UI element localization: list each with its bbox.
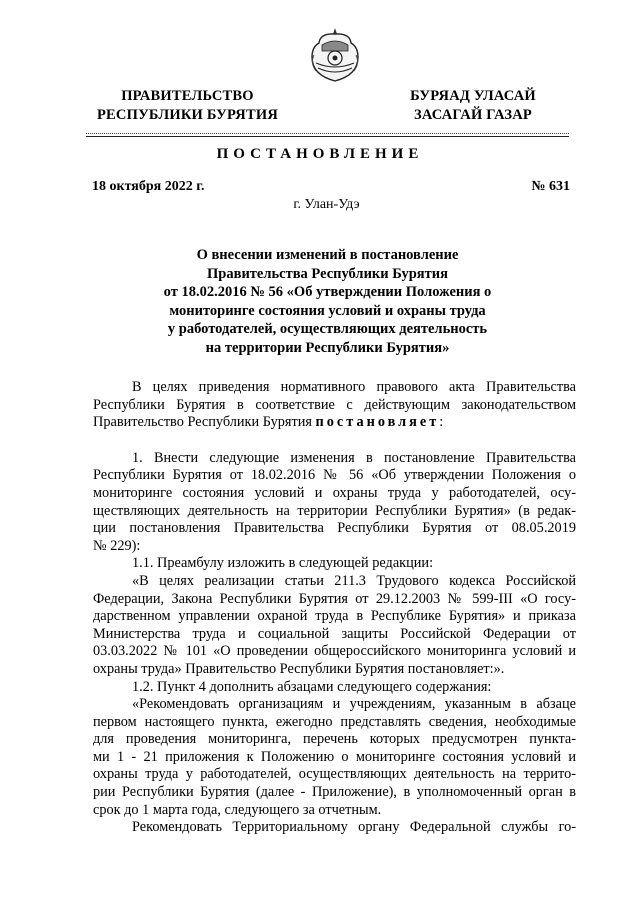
text-line: рии Республики Бурятия (далее - Приложение), в уполномоченный орган в <box>93 784 576 801</box>
text-line: № 229): <box>93 537 141 554</box>
text-line: ществляющих деятельность на территории Республики Бурятия» (в редак- <box>93 502 576 519</box>
text-line: ми 1 - 21 приложения к Положению о мониторинге состояния условий и <box>93 748 576 765</box>
text-line: Республики Бурятия от 18.02.2016 № 56 «Об утверждении Положения о <box>93 467 576 484</box>
preamble <box>93 379 576 432</box>
title-line: Правительства Республики Бурятия <box>207 265 448 282</box>
title-line: мониторинге состояния условий и охраны труда <box>169 302 486 319</box>
text-line: 1.2. Пункт 4 дополнить абзацами следующего содержания: <box>132 678 492 695</box>
text-line: «В целях реализации статьи 211.3 Трудового кодекса Российской <box>132 572 576 589</box>
title-line: у работодателей, осуществляющих деятельность <box>167 321 488 337</box>
document-body <box>93 379 576 837</box>
text-line: 1.1. Преамбулу изложить в следующей редакции: <box>132 555 434 572</box>
paragraph-1-2 <box>93 679 576 697</box>
org-name-russian <box>85 87 290 125</box>
paragraph-preamble-text <box>93 573 576 679</box>
document-title <box>100 246 555 357</box>
text-line: «Рекомендовать организациям и учреждениям, указанным в абзаце <box>132 696 576 713</box>
paragraph-recommend-1 <box>93 696 576 819</box>
document-date: 18 октября 2022 г. <box>92 179 205 194</box>
org-name-line: ПРАВИТЕЛЬСТВО <box>121 88 254 104</box>
org-name-line: ЗАСАГАЙ ГАЗАР <box>414 107 532 123</box>
preamble-prefix: Правительство Республики Бурятия <box>93 414 316 431</box>
header-divider-solid <box>86 136 569 137</box>
paragraph-recommend-2 <box>93 819 576 837</box>
org-name-buryat <box>393 87 553 125</box>
text-line: охраны труда» Правительство Республики Бурятия постановляет:». <box>93 660 505 677</box>
text-line: дарственном управлении охраной труда в Республике Бурятия» и приказа <box>93 608 576 625</box>
text-line: 1. Внести следующие изменения в постановление Правительства <box>132 449 576 466</box>
text-line: для проведения мониторинга, перечень которых предусмотрен пункта- <box>93 731 576 748</box>
document-type: ПОСТАНОВЛЕНИЕ <box>216 146 424 162</box>
preamble-suffix: : <box>439 414 444 431</box>
text-line: Рекомендовать Территориальному органу Федеральной службы го- <box>132 819 576 836</box>
title-line: О внесении изменений в постановление <box>196 247 459 263</box>
header-divider-dotted <box>86 133 569 134</box>
document-number: № 631 <box>531 179 570 194</box>
coat-of-arms-icon <box>306 25 364 83</box>
decree-word: постановляет <box>315 414 440 431</box>
text-line: В целях приведения нормативного правового акта Правительства <box>132 379 576 395</box>
title-line: от 18.02.2016 № 56 «Об утверждении Положения о <box>163 284 492 300</box>
text-line: 03.03.2022 № 101 «О проведении общероссийского мониторинга условий и <box>93 643 576 660</box>
text-line: первом настоящего пункта, ежегодно представлять сведения, необходимые <box>93 713 576 730</box>
title-line: на территории Республики Бурятия» <box>205 339 450 356</box>
text-line <box>93 414 576 432</box>
text-line: охраны труда у работодателей, осуществляющих деятельность на террито- <box>93 766 576 783</box>
text-line: мониторинге состояния условий и охраны труда у работодателей, осу- <box>93 484 576 501</box>
text-line: Министерства труда и социальной защиты Российской Федерации от <box>93 625 576 642</box>
org-name-line: РЕСПУБЛИКИ БУРЯТИЯ <box>97 107 278 123</box>
paragraph-1 <box>93 450 576 556</box>
text-line: срок до 1 марта года, следующего за отчетным. <box>93 801 382 818</box>
paragraph-gap <box>93 432 576 450</box>
paragraph-1-1 <box>93 555 576 573</box>
text-line: Федерации, Закона Республики Бурятия от 29.12.2003 № 599-III «О госу- <box>93 590 576 607</box>
document-city: г. Улан-Удэ <box>293 197 360 212</box>
text-line: ции постановления Правительства Республики Бурятия от 08.05.2019 <box>93 520 576 537</box>
text-line: Республики Бурятия в соответствие с действующим законодательством <box>93 396 576 413</box>
org-name-line: БУРЯАД УЛАСАЙ <box>410 88 536 104</box>
